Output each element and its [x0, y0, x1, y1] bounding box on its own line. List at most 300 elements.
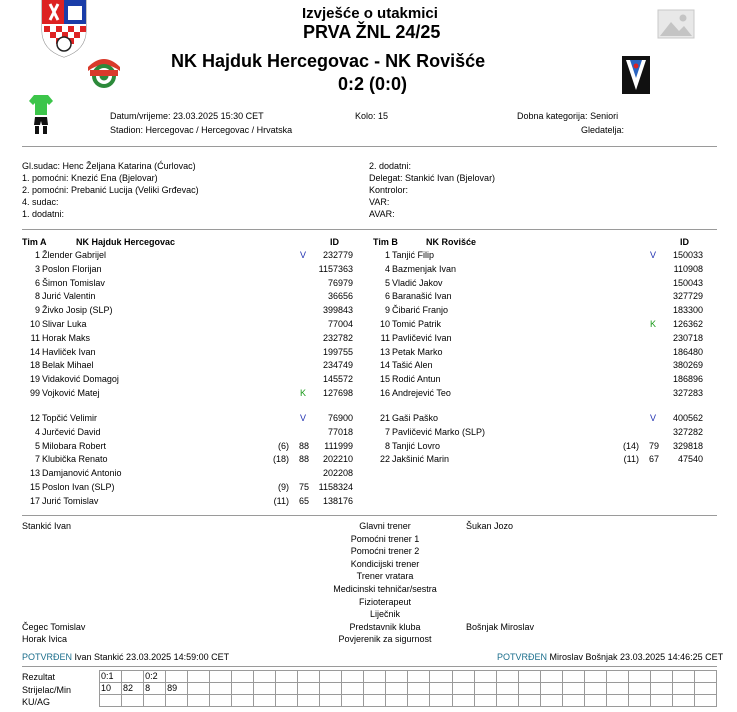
player-row — [372, 318, 717, 331]
official-line: Gl.sudac: Henc Željana Katarina (Ćurlovac) — [22, 161, 196, 171]
player-row — [22, 277, 367, 290]
player-name: Klubička Renato — [42, 454, 108, 465]
substituted-player: (18) — [272, 454, 289, 465]
player-number: 1 — [384, 250, 390, 260]
home-confirmation — [22, 651, 229, 663]
substituted-player: (11) — [273, 495, 289, 506]
competition-title: PRVA ŽNL 24/25 — [303, 22, 441, 42]
result-grid-cell — [232, 671, 254, 683]
staff-role: Povjerenik za sigurnost — [338, 634, 432, 645]
age-category-value: Seniori — [590, 111, 619, 121]
result-grid-row — [100, 695, 717, 707]
player-name: Petak Marko — [392, 346, 443, 357]
player-id: 234749 — [322, 360, 353, 371]
team-b-name: NK Rovišće — [426, 237, 477, 247]
result-grid-cell — [584, 683, 606, 695]
home-staff-name: Čegec Tomislav — [22, 621, 86, 632]
datetime-label: Datum/vrijeme: — [110, 111, 171, 121]
player-row — [22, 263, 367, 276]
spectators-info — [581, 124, 624, 136]
player-number: 4 — [384, 263, 390, 274]
divider — [22, 666, 717, 667]
result-grid-cell — [364, 683, 386, 695]
player-name: Rodić Antun — [392, 374, 441, 385]
substitution-minute: 88 — [298, 454, 309, 465]
player-number: 16 — [379, 388, 390, 398]
result-grid-cell — [584, 695, 606, 707]
team-b-id-header: ID — [680, 237, 689, 247]
result-grid-cell — [562, 683, 584, 695]
player-name: Baranašić Ivan — [392, 291, 452, 302]
player-row — [372, 346, 717, 359]
result-grid-cell — [474, 671, 496, 683]
player-row — [22, 318, 367, 331]
result-grid-cell — [518, 683, 540, 695]
result-grid-cell — [628, 683, 650, 695]
official-line: 1. pomoćni: Knezić Ena (Bjelovar) — [22, 173, 158, 183]
result-grid-cell — [628, 671, 650, 683]
official-line: AVAR: — [369, 209, 395, 219]
player-row — [372, 359, 717, 372]
result-grid-cell: 10 — [100, 683, 122, 695]
result-grid-cell — [452, 695, 474, 707]
result-grid-cell — [364, 671, 386, 683]
player-id: 150043 — [672, 277, 703, 288]
result-grid-cell — [386, 683, 408, 695]
result-grid-cell — [276, 695, 298, 707]
player-number: 18 — [29, 360, 40, 371]
player-id: 110908 — [673, 263, 703, 274]
player-id: 400562 — [672, 413, 703, 423]
result-grid-cell — [342, 695, 364, 707]
player-name: Damjanović Antonio — [42, 468, 122, 479]
result-grid-cell — [364, 695, 386, 707]
player-name: Tanjić Lovro — [392, 440, 441, 451]
match-score: 0:2 (0:0) — [338, 74, 408, 94]
player-id: 36656 — [327, 291, 353, 302]
player-number: 7 — [34, 454, 40, 465]
result-grid-cell — [430, 671, 452, 683]
age-category-label: Dobna kategorija: — [517, 111, 588, 121]
official-line: 2. pomoćni: Prebanić Lucija (Veliki Grđevac) — [22, 185, 199, 195]
result-grid-cell: 82 — [122, 683, 144, 695]
result-grid-cell — [386, 671, 408, 683]
substitution-minute: 65 — [298, 495, 309, 506]
team-b-label: Tim B — [373, 237, 398, 247]
player-number: 14 — [29, 346, 40, 357]
staff-role: Predstavnik kluba — [349, 621, 421, 632]
away-staff-name: Šukan Jozo — [466, 521, 514, 531]
player-name: Čibarić Franjo — [392, 305, 449, 316]
player-row — [22, 440, 367, 453]
team-a-name: NK Hajduk Hercegovac — [76, 237, 176, 247]
player-row — [22, 453, 367, 466]
result-grid-cell — [606, 695, 628, 707]
player-row — [372, 277, 717, 290]
player-name: Pavličević Marko (SLP) — [392, 426, 486, 437]
player-id: 232782 — [322, 332, 353, 343]
substitution-minute: 75 — [298, 482, 309, 492]
player-name: Topčić Velimir — [42, 413, 98, 423]
player-id: 76900 — [327, 413, 353, 423]
result-grid-row — [100, 671, 717, 683]
player-row — [372, 426, 717, 439]
result-grid-cell — [474, 683, 496, 695]
player-name: Pavličević Ivan — [392, 332, 452, 343]
result-grid-cell — [232, 695, 254, 707]
player-row — [372, 373, 717, 386]
result-grid-cell — [320, 695, 342, 707]
player-row — [372, 249, 717, 262]
spectators-label: Gledatelja: — [581, 125, 625, 135]
result-label: Rezultat — [22, 672, 56, 682]
captain-mark: K — [299, 388, 306, 398]
result-grid-cell — [342, 683, 364, 695]
away-team-name: NK Rovišće — [385, 51, 486, 71]
round-info — [355, 110, 388, 122]
datetime-value: 23.03.2025 15:30 CET — [173, 111, 264, 121]
player-number: 11 — [30, 332, 40, 343]
player-number: 3 — [34, 263, 40, 274]
result-grid-cell — [694, 671, 716, 683]
result-grid-cell — [188, 671, 210, 683]
player-number: 7 — [384, 426, 390, 437]
player-id: 145572 — [322, 374, 353, 385]
result-grid — [99, 670, 717, 707]
staff-role: Pomoćni trener 1 — [350, 533, 420, 544]
home-confirmed-text: Ivan Stankić 23.03.2025 14:59:00 CET — [74, 652, 230, 662]
image-placeholder-icon — [657, 9, 695, 39]
player-number: 15 — [29, 482, 40, 492]
officials-right — [369, 160, 495, 220]
result-grid-cell — [452, 683, 474, 695]
result-grid-cell — [254, 671, 276, 683]
result-grid-cell — [562, 695, 584, 707]
result-grid-cell — [650, 683, 672, 695]
goalkeeper-mark: V — [649, 250, 656, 260]
player-number: 5 — [34, 440, 40, 451]
player-name: Gaši Paško — [392, 413, 439, 423]
player-number: 9 — [384, 305, 390, 316]
substituted-player: (11) — [623, 454, 639, 465]
result-grid-cell — [474, 695, 496, 707]
result-grid-cell: 8 — [144, 683, 166, 695]
stadium-info — [110, 124, 292, 136]
team-separator: - — [369, 51, 386, 71]
home-staff-name: Horak Ivica — [22, 634, 68, 645]
player-id: 47540 — [677, 454, 703, 465]
result-grid-cell — [628, 695, 650, 707]
player-id: 1158324 — [318, 482, 353, 492]
result-labels — [22, 671, 71, 709]
federation-logo — [40, 0, 88, 58]
player-name: Vidaković Domagoj — [42, 374, 119, 385]
player-row — [22, 332, 367, 345]
substitution-minute: 67 — [648, 454, 659, 465]
player-number: 5 — [384, 277, 390, 288]
result-grid-cell — [408, 683, 430, 695]
result-grid-cell — [518, 695, 540, 707]
player-name: Horak Maks — [42, 332, 91, 343]
official-line: Delegat: Stankić Ivan (Bjelovar) — [369, 173, 496, 183]
player-name: Tašić Alen — [392, 360, 433, 371]
result-grid-cell — [232, 683, 254, 695]
player-id: 111999 — [324, 440, 353, 451]
player-id: 230718 — [672, 332, 703, 343]
player-id: 76979 — [327, 277, 353, 288]
round-label: Kolo: — [355, 111, 376, 121]
divider — [22, 146, 717, 147]
goalkeeper-mark: V — [299, 413, 306, 423]
staff-role: Pomoćni trener 2 — [350, 546, 420, 557]
result-grid-cell — [540, 683, 562, 695]
player-id: 127698 — [322, 388, 353, 398]
staff-role: Glavni trener — [359, 521, 411, 531]
result-grid-cell — [320, 683, 342, 695]
player-name: Andrejević Teo — [392, 388, 451, 398]
result-grid-cell — [672, 671, 694, 683]
stadium-label: Stadion: — [110, 125, 144, 135]
player-name: Jurić Valentin — [42, 291, 96, 302]
player-row — [22, 373, 367, 386]
player-name: Tomić Patrik — [392, 319, 442, 329]
player-name: Slivar Luka — [42, 319, 87, 329]
player-name: Vladić Jakov — [392, 277, 443, 288]
player-row — [372, 412, 717, 425]
player-row — [22, 304, 367, 317]
player-number: 4 — [34, 426, 40, 437]
player-name: Žlender Gabrijel — [42, 250, 107, 260]
player-row — [372, 453, 717, 466]
result-grid-cell — [100, 695, 122, 707]
player-id: 138176 — [322, 495, 353, 506]
datetime-info — [110, 110, 264, 122]
result-grid-cell — [452, 671, 474, 683]
age-category-info — [517, 110, 618, 122]
player-row — [22, 481, 367, 494]
player-row — [372, 387, 717, 400]
result-grid-cell — [210, 683, 232, 695]
player-row — [22, 359, 367, 372]
player-id: 399843 — [322, 305, 353, 316]
official-line: 1. dodatni: — [22, 209, 65, 219]
player-number: 15 — [379, 374, 390, 385]
home-staff-name: Stankić Ivan — [22, 521, 72, 531]
home-confirmed-status: POTVRĐEN — [22, 652, 73, 662]
player-name: Havliček Ivan — [42, 346, 96, 357]
player-number: 17 — [29, 495, 40, 506]
player-row — [22, 387, 367, 400]
result-grid-cell — [298, 683, 320, 695]
card-label: KU/AG — [22, 697, 51, 707]
substituted-player: (9) — [278, 482, 289, 492]
result-grid-cell: 89 — [166, 683, 188, 695]
player-number: 22 — [379, 454, 390, 465]
round-value: 15 — [378, 111, 389, 121]
kit-icon — [29, 95, 53, 135]
player-number: 13 — [379, 346, 390, 357]
staff-role: Trener vratara — [356, 571, 414, 582]
substitution-minute: 88 — [298, 440, 309, 451]
player-name: Milobara Robert — [42, 440, 107, 451]
away-confirmation — [497, 651, 723, 663]
player-name: Jakšinić Marin — [392, 454, 450, 465]
team-a-label: Tim A — [22, 237, 47, 247]
result-grid-cell — [122, 695, 144, 707]
result-grid-cell — [254, 683, 276, 695]
player-row — [22, 249, 367, 262]
staff-role: Medicinski tehničar/sestra — [333, 584, 437, 594]
result-grid-cell — [298, 695, 320, 707]
player-id: 1157363 — [318, 263, 353, 274]
substitution-minute: 79 — [648, 440, 659, 451]
result-grid-cell — [496, 671, 518, 683]
player-number: 12 — [29, 413, 40, 423]
home-team-name: NK Hajduk Hercegovac — [171, 51, 370, 71]
result-grid-cell — [540, 671, 562, 683]
player-number: 11 — [380, 332, 390, 343]
player-number: 1 — [34, 250, 40, 260]
player-number: 13 — [29, 468, 40, 479]
player-id: 327283 — [672, 388, 703, 398]
official-line: 4. sudac: — [22, 197, 59, 207]
player-row — [372, 263, 717, 276]
player-number: 8 — [384, 440, 390, 451]
player-row — [372, 304, 717, 317]
result-grid-cell: 0:1 — [100, 671, 122, 683]
player-name: Jurčević David — [42, 426, 101, 437]
player-number: 10 — [379, 319, 390, 329]
staff-role: Fizioterapeut — [358, 596, 412, 607]
player-row — [372, 440, 717, 453]
result-grid-cell: 0:2 — [144, 671, 166, 683]
divider — [22, 515, 717, 516]
result-grid-cell — [650, 695, 672, 707]
result-grid-cell — [320, 671, 342, 683]
result-grid-cell — [276, 671, 298, 683]
result-grid-cell — [430, 695, 452, 707]
result-grid-cell — [188, 683, 210, 695]
player-row — [22, 495, 367, 508]
stadium-value: Hercegovac / Hercegovac / Hrvatska — [145, 125, 293, 135]
player-row — [372, 290, 717, 303]
player-id: 380269 — [672, 360, 703, 371]
player-name: Šimon Tomislav — [42, 277, 105, 288]
result-grid-cell — [562, 671, 584, 683]
officials-left — [22, 160, 199, 220]
player-id: 327729 — [672, 291, 703, 302]
result-grid-cell — [144, 695, 166, 707]
player-name: Poslon Ivan (SLP) — [42, 482, 115, 492]
result-grid-cell — [650, 671, 672, 683]
player-name: Bazmenjak Ivan — [392, 263, 457, 274]
player-name: Poslon Florijan — [42, 263, 102, 274]
result-grid-cell — [408, 671, 430, 683]
player-row — [22, 290, 367, 303]
player-id: 327282 — [672, 426, 703, 437]
player-number: 8 — [34, 291, 40, 302]
staff-role: Liječnik — [369, 609, 400, 620]
result-grid-cell — [672, 695, 694, 707]
official-line: VAR: — [369, 197, 390, 207]
away-staff-name: Bošnjak Miroslav — [466, 621, 535, 632]
goalkeeper-mark: V — [299, 250, 306, 260]
player-id: 186480 — [672, 346, 703, 357]
result-grid-cell — [518, 671, 540, 683]
player-row — [22, 467, 367, 480]
result-grid-cell — [694, 683, 716, 695]
player-number: 9 — [34, 305, 40, 316]
away-confirmed-text: Miroslav Bošnjak 23.03.2025 14:46:25 CET — [549, 652, 724, 662]
away-team-logo — [622, 56, 650, 94]
player-id: 183300 — [672, 305, 703, 316]
player-id: 77018 — [327, 426, 353, 437]
result-grid-cell — [386, 695, 408, 707]
result-grid-cell — [694, 695, 716, 707]
player-name: Vojković Matej — [42, 388, 100, 398]
result-grid-row — [100, 683, 717, 695]
substituted-player: (6) — [278, 440, 289, 451]
result-grid-cell — [540, 695, 562, 707]
report-title: Izvješće o utakmici — [302, 5, 438, 22]
result-grid-cell — [584, 671, 606, 683]
player-id: 126362 — [672, 319, 703, 329]
result-grid-cell — [430, 683, 452, 695]
result-grid-cell — [606, 671, 628, 683]
player-number: 19 — [29, 374, 40, 385]
result-grid-cell — [166, 695, 188, 707]
result-grid-cell — [210, 695, 232, 707]
player-row — [372, 332, 717, 345]
result-grid-cell — [342, 671, 364, 683]
official-line: 2. dodatni: — [369, 161, 412, 171]
player-id: 186896 — [672, 374, 703, 385]
player-name: Jurić Tomislav — [42, 495, 99, 506]
team-a-id-header: ID — [330, 237, 339, 247]
result-grid-cell — [188, 695, 210, 707]
result-grid-cell — [408, 695, 430, 707]
staff-role: Kondicijski trener — [350, 558, 420, 569]
match-title — [171, 51, 485, 72]
result-grid-cell — [210, 671, 232, 683]
scorer-label: Strijelac/Min — [22, 684, 72, 695]
result-grid-cell — [122, 671, 144, 683]
official-line: Kontrolor: — [369, 185, 409, 195]
player-number: 10 — [29, 319, 40, 329]
result-grid-cell — [672, 683, 694, 695]
player-number: 99 — [29, 388, 40, 398]
player-number: 6 — [34, 277, 40, 288]
result-grid-cell — [298, 671, 320, 683]
divider — [22, 229, 717, 230]
player-name: Tanjić Filip — [392, 250, 435, 260]
player-id: 199755 — [322, 346, 353, 357]
player-id: 232779 — [322, 250, 353, 260]
player-id: 329818 — [672, 440, 703, 451]
player-number: 14 — [379, 360, 390, 371]
captain-mark: K — [649, 319, 656, 329]
player-number: 21 — [379, 413, 390, 423]
home-team-logo — [85, 55, 123, 89]
player-number: 6 — [384, 291, 390, 302]
result-grid-cell — [496, 695, 518, 707]
player-name: Živko Josip (SLP) — [42, 305, 113, 316]
away-confirmed-status: POTVRĐEN — [497, 652, 548, 662]
substituted-player: (14) — [622, 440, 639, 451]
player-row — [22, 426, 367, 439]
player-id: 150033 — [672, 250, 703, 260]
player-row — [22, 346, 367, 359]
